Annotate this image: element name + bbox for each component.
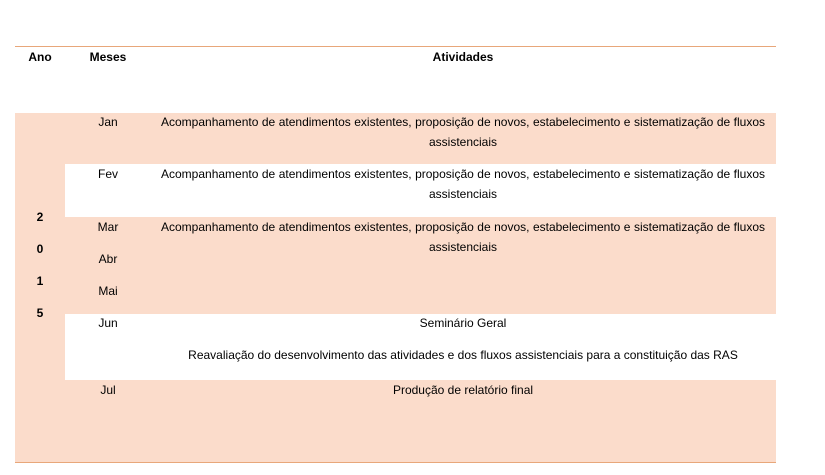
- activity-mar-mai: Acompanhamento de atendimentos existentes, proposição de novos, estabelecimento e sistematização de fluxos assistenciais: [161, 220, 765, 254]
- activity-jun-seminar: Seminário Geral: [419, 316, 507, 330]
- activity-fev: Acompanhamento de atendimentos existentes, proposição de novos, estabelecimento e sistematização de fluxos assistenciais: [161, 167, 765, 201]
- table-bottom-rule: [15, 462, 776, 463]
- activity-jul: Produção de relatório final: [392, 383, 534, 397]
- table-top-rule: [15, 46, 776, 47]
- schedule-table: [15, 46, 776, 463]
- month-jan: Jan: [98, 115, 118, 129]
- year-digit: 2: [36, 210, 44, 224]
- month-mar: Mar: [97, 220, 119, 234]
- header-months: Meses: [89, 50, 127, 64]
- header-activities: Atividades: [432, 50, 494, 64]
- activity-jan: Acompanhamento de atendimentos existentes, proposição de novos, estabelecimento e sistematização de fluxos assistenciais: [161, 115, 765, 149]
- month-jun: Jun: [98, 316, 118, 330]
- header-year: Ano: [28, 50, 52, 64]
- month-abr: Abr: [98, 252, 118, 266]
- year-digit: 0: [36, 242, 44, 256]
- activity-jun-reevaluation: Reavaliação do desenvolvimento das atividades e dos fluxos assistenciais para a constituição das RAS: [188, 348, 738, 362]
- year-digit: 5: [36, 306, 44, 320]
- month-mai: Mai: [98, 284, 118, 298]
- month-jul: Jul: [100, 383, 116, 397]
- month-fev: Fev: [97, 167, 118, 181]
- year-digit: 1: [36, 274, 44, 288]
